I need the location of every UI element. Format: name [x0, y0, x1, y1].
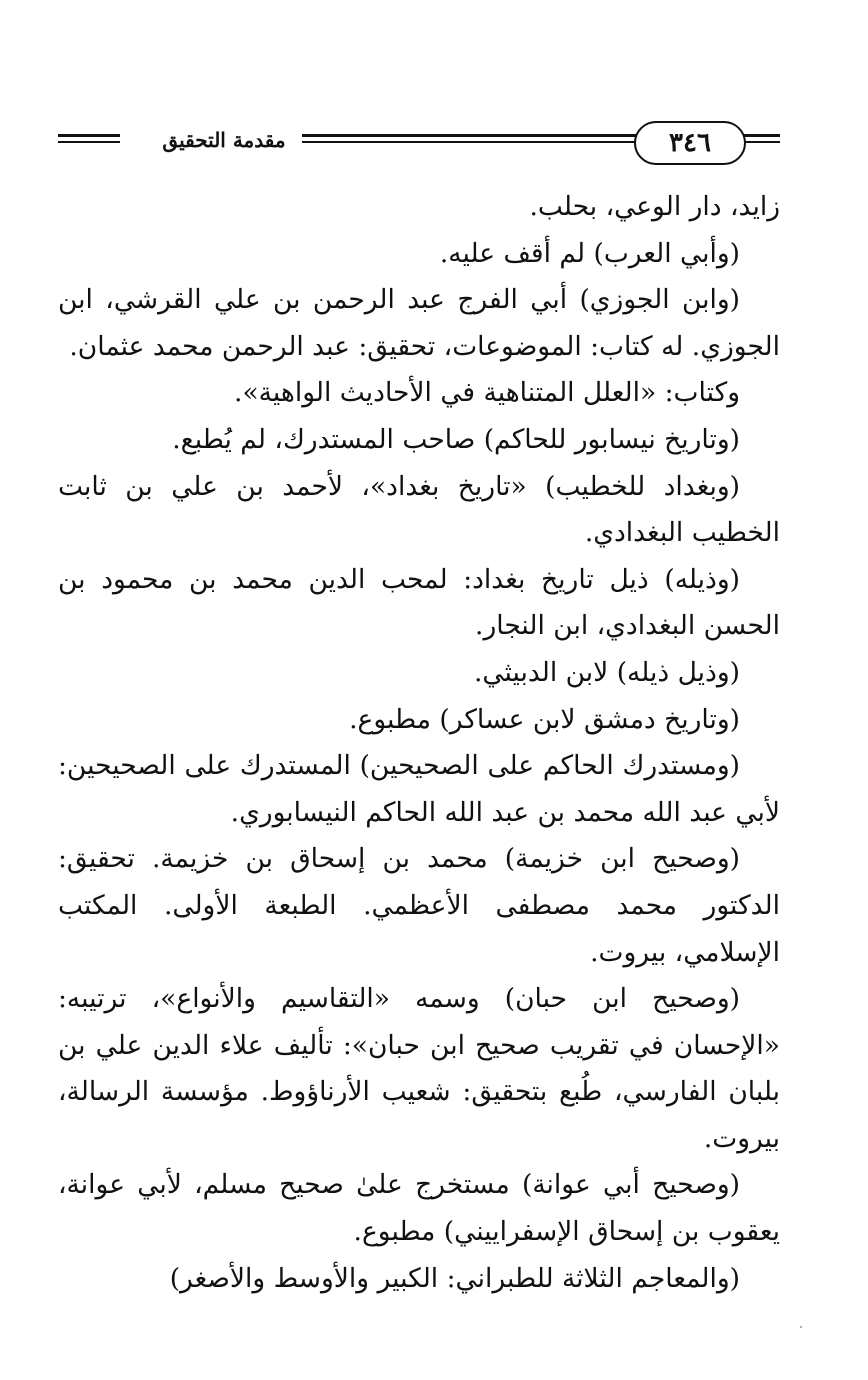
running-title: مقدمة التحقيق	[162, 128, 286, 152]
scan-speck	[800, 1326, 802, 1328]
body-text	[58, 184, 780, 1302]
paragraph: (وتاريخ دمشق لابن عساكر) مطبوع.	[349, 703, 740, 735]
header-rule-left-bottom	[58, 141, 120, 143]
header-rule-middle-top	[302, 134, 646, 137]
paragraph: وكتاب: «العلل المتناهية في الأحاديث الواهية».	[234, 377, 740, 409]
paragraph: (وتاريخ نيسابور للحاكم) صاحب المستدرك، لم يُطبع.	[172, 423, 740, 455]
header-rule-middle-bottom	[302, 141, 646, 143]
page-number: ٣٤٦	[634, 121, 746, 165]
header-rule-right-top	[744, 134, 780, 137]
paragraph: (والمعاجم الثلاثة للطبراني: الكبير والأوسط والأصغر)	[169, 1262, 740, 1294]
paragraph: (وذيله) ذيل تاريخ بغداد: لمحب الدين محمد بن محمود بن الحسن البغدادي، ابن النجار.	[58, 563, 780, 642]
header-rule-left-top	[58, 134, 120, 137]
paragraph: (وذيل ذيله) لابن الدبيثي.	[473, 656, 740, 688]
paragraph: (وابن الجوزي) أبي الفرج عبد الرحمن بن علي القرشي، ابن الجوزي. له كتاب: الموضوعات، تحقيق: عبد الرحمن محمد عثمان.	[58, 284, 780, 362]
paragraph: (وصحيح ابن خزيمة) محمد بن إسحاق بن خزيمة. تحقيق: الدكتور محمد مصطفى الأعظمي. الطبعة الأولى. المكتب الإسلامي، بيروت.	[58, 843, 780, 968]
paragraph: (وبغداد للخطيب) «تاريخ بغداد»، لأحمد بن علي بن ثابت الخطيب البغدادي.	[58, 470, 780, 549]
header-rule-right-bottom	[744, 141, 780, 143]
paragraph: زايد، دار الوعي، بحلب.	[529, 191, 780, 222]
page-header	[58, 118, 780, 170]
paragraph: (وصحيح أبي عوانة) مستخرج علىٰ صحيح مسلم، لأبي عوانة، يعقوب بن إسحاق الإسفراييني) مطبوع.	[58, 1169, 780, 1248]
paragraph: (ومستدرك الحاكم على الصحيحين) المستدرك على الصحيحين: لأبي عبد الله محمد بن عبد الله الحاكم النيسابوري.	[58, 750, 780, 828]
paragraph: (وصحيح ابن حبان) وسمه «التقاسيم والأنواع»، ترتيبه: «الإحسان في تقريب صحيح ابن حبان»: تأليف علاء الدين علي بن بلبان الفارسي، طُبع بتحقيق: شعيب الأرناؤوط. مؤسسة الرسالة، بيروت.	[58, 983, 780, 1154]
paragraph: (وأبي العرب) لم أقف عليه.	[439, 237, 740, 269]
